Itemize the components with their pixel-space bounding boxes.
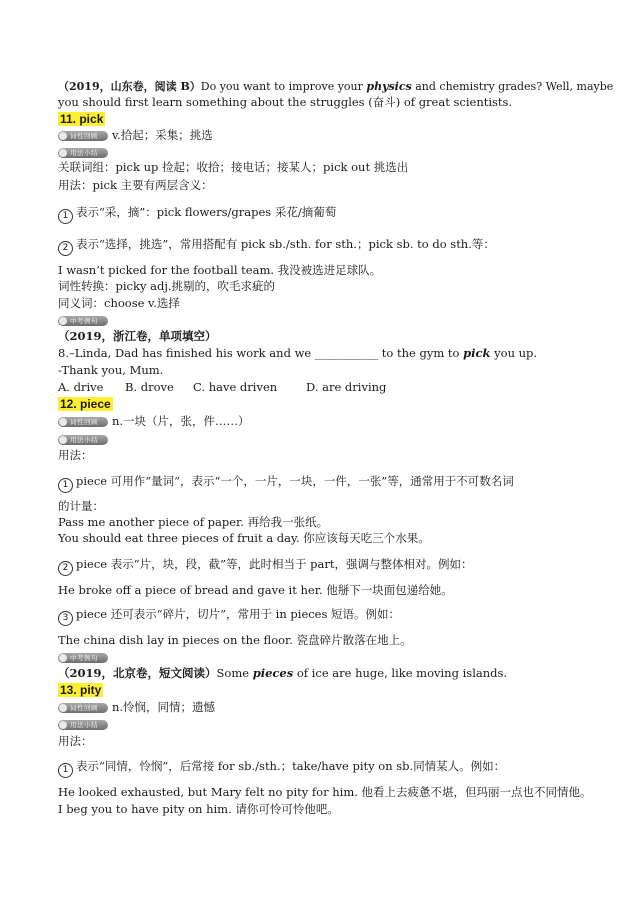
usage-summary-tag: 用法小结	[58, 148, 108, 158]
number-circle: 2	[58, 561, 73, 576]
piece-pos-row	[58, 414, 594, 429]
piece-title: 12. piece	[60, 397, 111, 411]
pick-exam-source: （2019，浙江卷，单项填空）	[58, 329, 217, 343]
pity-summary-row	[58, 717, 594, 732]
option-c: C. have driven	[193, 380, 278, 394]
pick-question: 8.–Linda, Dad has finished his work and we ___________ to the gym to pick you up.	[58, 346, 538, 360]
pick-example: I wasn’t picked for the football team. 我没被选进足球队。	[58, 263, 382, 277]
pick-conversion: 词性转换：picky adj.挑剔的，吹毛求疵的	[58, 279, 276, 293]
pick-usage-intro: 用法：pick 主要有两层含义：	[58, 178, 213, 192]
piece-summary-row	[58, 432, 594, 447]
usage-summary-tag: 用法小结	[58, 720, 108, 730]
intro-keyword: physics	[366, 80, 412, 93]
pick-meaning-2: 2 表示“选择，挑选”，常用搭配有 pick sb./sth. for sth.；pick sb. to do sth.等：	[58, 237, 594, 256]
piece-meaning-2: 2 piece 表示“片，块，段，截”等，此时相当于 part，强调与整体相对。例如：	[58, 557, 594, 576]
intro-text-a: Do you want to improve your	[200, 80, 367, 93]
word-review-tag: 词性回顾	[58, 131, 108, 141]
number-circle: 3	[58, 611, 73, 626]
piece-meaning-3: 3 piece 还可表示“碎片，切片”，常用于 in pieces 短语。例如：	[58, 607, 594, 626]
piece-exam-keyword: pieces	[252, 666, 294, 680]
pick-pos-row	[58, 128, 594, 143]
pick-title: 11. pick	[60, 112, 104, 126]
option-a: A. drive	[58, 380, 104, 394]
number-circle: 2	[58, 241, 73, 256]
pity-pos-row	[58, 700, 594, 715]
pick-summary-row	[58, 145, 594, 160]
number-circle: 1	[58, 478, 73, 493]
piece-exam-tag-row	[58, 650, 594, 665]
piece-exam-source: （2019，北京卷，短文阅读）	[58, 666, 217, 680]
pick-heading	[58, 112, 594, 127]
piece-meaning-1: 1 piece 可用作“量词”，表示“一个，一片，一块，一件，一张”等，通常用于不可数名词	[58, 474, 594, 493]
pity-usage: 用法：	[58, 734, 93, 748]
pity-example-2: I beg you to have pity on him. 请你可怜可怜他吧。	[58, 802, 339, 816]
pity-heading	[58, 683, 594, 698]
pity-title: 13. pity	[60, 683, 102, 697]
usage-summary-tag: 用法小结	[58, 435, 108, 445]
option-d: D. are driving	[306, 380, 387, 394]
pick-meaning-1: 1 表示“采，摘”：pick flowers/grapes 采花/摘葡萄	[58, 205, 594, 224]
piece-heading	[58, 397, 594, 412]
pick-related: 关联词组：pick up 捡起；收拾；接电话；接某人；pick out 挑选出	[58, 160, 409, 174]
piece-example-1: Pass me another piece of paper. 再给我一张纸。	[58, 515, 329, 529]
piece-pos: n.一块（片，张，件……）	[112, 414, 250, 428]
intro-text-b: and chemistry grades? Well, maybe	[411, 80, 614, 93]
pity-meaning-1: 1 表示“同情，怜悯”，后常接 for sb./sth.；take/have pity on sb.同情某人。例如：	[58, 759, 594, 778]
piece-exam: （2019，北京卷，短文阅读）Some pieces of ice are huge, like moving islands.	[58, 666, 508, 680]
pity-pos: n.怜悯，同情；遗憾	[112, 700, 216, 714]
pick-synonym: 同义词：choose v.选择	[58, 296, 180, 310]
exam-example-tag: 中考例句	[58, 316, 108, 326]
piece-usage: 用法：	[58, 448, 93, 462]
intro-source: （2019，山东卷，阅读 B）	[58, 80, 201, 93]
piece-example-3: He broke off a piece of bread and gave it her. 他掰下一块面包递给她。	[58, 583, 453, 597]
pick-question-keyword: pick	[463, 346, 491, 360]
pick-exam-tag-row	[58, 313, 594, 328]
pick-pos: v.拾起；采集；挑选	[112, 128, 213, 142]
number-circle: 1	[58, 763, 73, 778]
word-review-tag: 词性回顾	[58, 703, 108, 713]
pity-example-1: He looked exhausted, but Mary felt no pity for him. 他看上去疲惫不堪，但玛丽一点也不同情他。	[58, 785, 592, 799]
exam-example-tag: 中考例句	[58, 653, 108, 663]
piece-meaning-1-cont: 的计量：	[58, 499, 104, 513]
piece-example-4: The china dish lay in pieces on the floor. 瓷盘碎片散落在地上。	[58, 633, 412, 647]
number-circle: 1	[58, 209, 73, 224]
intro-line-2: you should first learn something about the struggles (奋斗) of great scientists.	[58, 95, 513, 109]
piece-example-2: You should eat three pieces of fruit a day. 你应该每天吃三个水果。	[58, 531, 430, 545]
intro-line-1	[58, 79, 614, 94]
pick-reply: -Thank you, Mum.	[58, 363, 164, 377]
word-review-tag: 词性回顾	[58, 417, 108, 427]
option-b: B. drove	[125, 380, 174, 394]
